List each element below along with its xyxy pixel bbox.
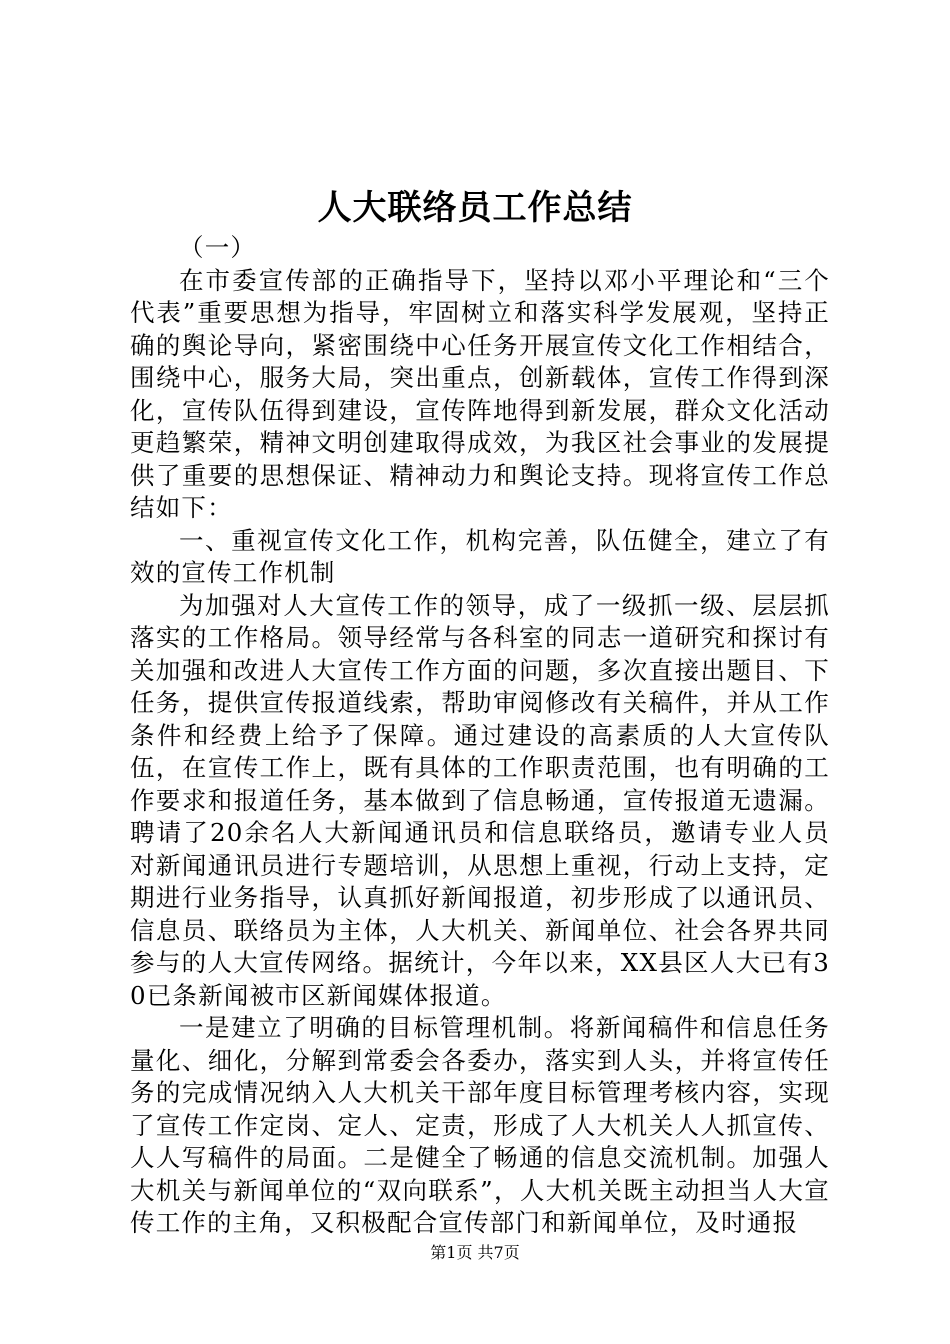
paragraph-heading-one: 一、重视宣传文化工作，机构完善，队伍健全，建立了有效的宣传工作机制: [130, 525, 830, 587]
paragraph-mechanisms: 一是建立了明确的目标管理机制。将新闻稿件和信息任务量化、细化，分解到常委会各委办，落实到人头，并将宣传任务的完成情况纳入人大机关干部年度目标管理考核内容，实现了宣传工作定岗、定人、定责，形成了人大机关人人抓宣传、人人写稿件的局面。二是健全了畅通的信息交流机制。加强人大机关与新闻单位的“双向联系”，人大机关既主动担当人大宣传工作的主角，又积极配合宣传部门和新闻单位，及时通报: [130, 1013, 830, 1237]
document-body: [130, 232, 830, 1240]
paragraph-section-number: （一）: [179, 233, 257, 262]
document-title: 人大联络员工作总结: [317, 188, 633, 228]
paragraph-leadership: 为加强对人大宣传工作的领导，成了一级抓一级、层层抓落实的工作格局。领导经常与各科室的同志一道研究和探讨有关加强和改进人大宣传工作方面的问题，多次直接出题目、下任务，提供宣传报道线索，帮助审阅修改有关稿件，并从工作条件和经费上给予了保障。通过建设的高素质的人大宣传队伍，在宣传工作上，既有具体的工作职责范围，也有明确的工作要求和报道任务，基本做到了信息畅通，宣传报道无遗漏。聘请了20余名人大新闻通讯员和信息联络员，邀请专业人员对新闻通讯员进行专题培训，从思想上重视，行动上支持，定期进行业务指导，认真抓好新闻报道，初步形成了以通讯员、信息员、联络员为主体，人大机关、新闻单位、社会各界共同参与的人大宣传网络。据统计，今年以来，XX县区人大已有30已条新闻被市区新闻媒体报道。: [130, 590, 830, 1010]
page-number: 第1页 共7页: [430, 1243, 520, 1262]
paragraph-intro: 在市委宣传部的正确指导下，坚持以邓小平理论和“三个代表”重要思想为指导，牢固树立和落实科学发展观，坚持正确的舆论导向，紧密围绕中心任务开展宣传文化工作相结合，围绕中心，服务大局，突出重点，创新载体，宣传工作得到深化，宣传队伍得到建设，宣传阵地得到新发展，群众文化活动更趋繁荣，精神文明创建取得成效，为我区社会事业的发展提供了重要的思想保证、精神动力和舆论支持。现将宣传工作总结如下：: [130, 265, 830, 522]
page-footer: [0, 1242, 950, 1264]
